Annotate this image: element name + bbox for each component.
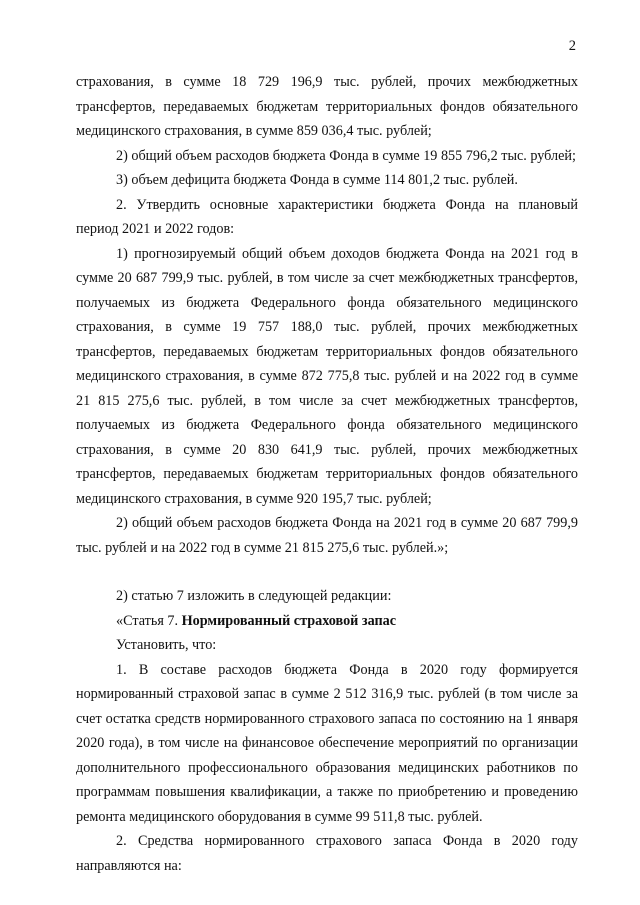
article-7-prefix: «Статья 7. (116, 612, 182, 629)
paragraph-article-7-amendment: 2) статью 7 изложить в следующей редакции: (116, 588, 392, 604)
paragraph-expenses-2020: 2) общий объем расходов бюджета Фонда в сумме 19 855 796,2 тыс. рублей; (116, 147, 576, 164)
paragraph-deficit-2020: 3) объем дефицита бюджета Фонда в сумме 114 801,2 тыс. рублей. (116, 172, 518, 188)
paragraph-establish: Установить, что: (116, 637, 217, 653)
paragraph-insurance-transfers: страхования, в сумме 18 729 196,9 тыс. рублей, прочих межбюджетных трансфертов, передаваемых бюджетам территориальных фондов обязательного медицинского страхования, в сумме 859 036,4 тыс. рублей; (76, 74, 578, 139)
paragraph-reserve-directions: 2. Средства нормированного страхового запаса Фонда в 2020 году направляются на: (76, 833, 578, 874)
page-number: 2 (568, 38, 576, 54)
paragraph-expenses-2021-2022: 2) общий объем расходов бюджета Фонда на 2021 год в сумме 20 687 799,9 тыс. рублей и на 2022 год в сумме 21 815 275,6 тыс. рублей.»; (76, 515, 578, 556)
article-7-title: Нормированный страховой запас (181, 612, 397, 629)
paragraph-reserve-formation: 1. В составе расходов бюджета Фонда в 2020 году формируется нормированный страховой запас в сумме 2 512 316,9 тыс. рублей (в том числе за счет остатка средств нормированного страхового запаса по состоянию на 1 января 2020 года), в том числе на финансовое обеспечение мероприятий по организации дополнительного профессионального образования медицинских работников по программам повышения квалификации, а также по приобретению и проведению ремонта медицинского оборудования в сумме 99 511,8 тыс. рублей. (76, 661, 578, 825)
article-7-heading (76, 609, 578, 634)
paragraph-revenues-2021-2022: 1) прогнозируемый общий объем доходов бюджета Фонда на 2021 год в сумме 20 687 799,9 тыс. рублей, в том числе за счет межбюджетных трансфертов, получаемых из бюджета Федерального фонда обязательного медицинского страхования, в сумме 19 757 188,0 тыс. рублей, прочих межбюджетных трансфертов, передаваемых бюджетам территориальных фондов обязательного медицинского страхования, в сумме 872 775,8 тыс. рублей и на 2022 год в сумме 21 815 275,6 тыс. рублей, в том числе за счет межбюджетных трансфертов, получаемых из бюджета Федерального фонда обязательного медицинского страхования, в сумме 20 830 641,9 тыс. рублей, прочих межбюджетных трансфертов, передаваемых бюджетам территориальных фондов обязательного медицинского страхования, в сумме 920 195,7 тыс. рублей; (76, 245, 578, 507)
document-body (76, 70, 578, 878)
paragraph-planning-period: 2. Утвердить основные характеристики бюджета Фонда на плановый период 2021 и 2022 годов: (76, 196, 578, 237)
